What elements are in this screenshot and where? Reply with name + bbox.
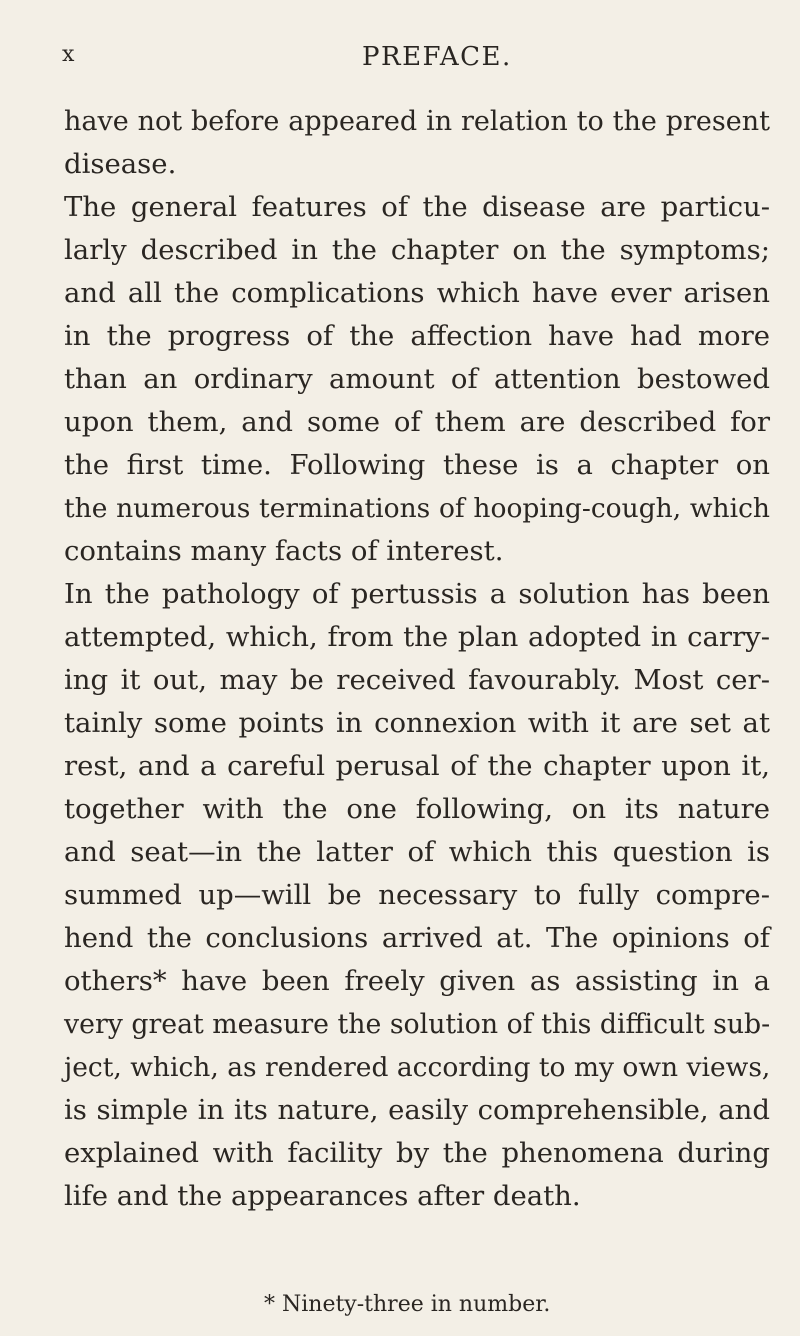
text-line: The general features of the disease are particu- — [64, 191, 770, 223]
text-line: summed up—will be necessary to fully compre- — [64, 879, 770, 911]
text-line: have not before appeared in relation to the present — [64, 106, 770, 137]
text-line: attempted, which, from the plan adopted in carry- — [64, 621, 770, 653]
text-line: In the pathology of pertussis a solution has been — [64, 578, 770, 610]
page-header — [62, 42, 762, 82]
text-line: life and the appearances after death. — [64, 1180, 581, 1212]
text-line: and all the complications which have ever arisen — [64, 277, 770, 309]
text-line: tainly some points in connexion with it are set at — [64, 707, 770, 739]
text-line: rest, and a careful perusal of the chapter upon it, — [64, 750, 770, 782]
text-line: is simple in its nature, easily comprehensible, and — [64, 1094, 770, 1126]
running-title: PREFACE. — [362, 42, 512, 72]
text-line: ject, which, as rendered according to my own views, — [64, 1052, 771, 1083]
text-line: explained with facility by the phenomena during — [64, 1137, 770, 1169]
footnote: * Ninety-three in number. — [264, 1292, 551, 1317]
text-line: others* have been freely given as assisting in a — [64, 965, 770, 997]
text-line: upon them, and some of them are described for — [64, 406, 770, 438]
text-line: very great measure the solution of this difficult sub- — [64, 1009, 771, 1040]
text-line: together with the one following, on its nature — [64, 793, 770, 825]
page-number: x — [62, 42, 76, 67]
text-line: disease. — [64, 148, 177, 180]
text-line: larly described in the chapter on the symptoms; — [64, 234, 770, 266]
text-line: ing it out, may be received favourably. Most cer- — [64, 664, 770, 696]
text-line: than an ordinary amount of attention bestowed — [64, 363, 770, 395]
text-line: the first time. Following these is a chapter on — [64, 449, 770, 481]
text-line: the numerous terminations of hooping-cough, which — [64, 493, 770, 524]
text-line: and seat—in the latter of which this question is — [64, 836, 770, 868]
text-line: in the progress of the affection have had more — [64, 320, 770, 352]
text-line: contains many facts of interest. — [64, 535, 504, 567]
body-text — [64, 100, 770, 1218]
text-line: hend the conclusions arrived at. The opinions of — [64, 922, 770, 954]
